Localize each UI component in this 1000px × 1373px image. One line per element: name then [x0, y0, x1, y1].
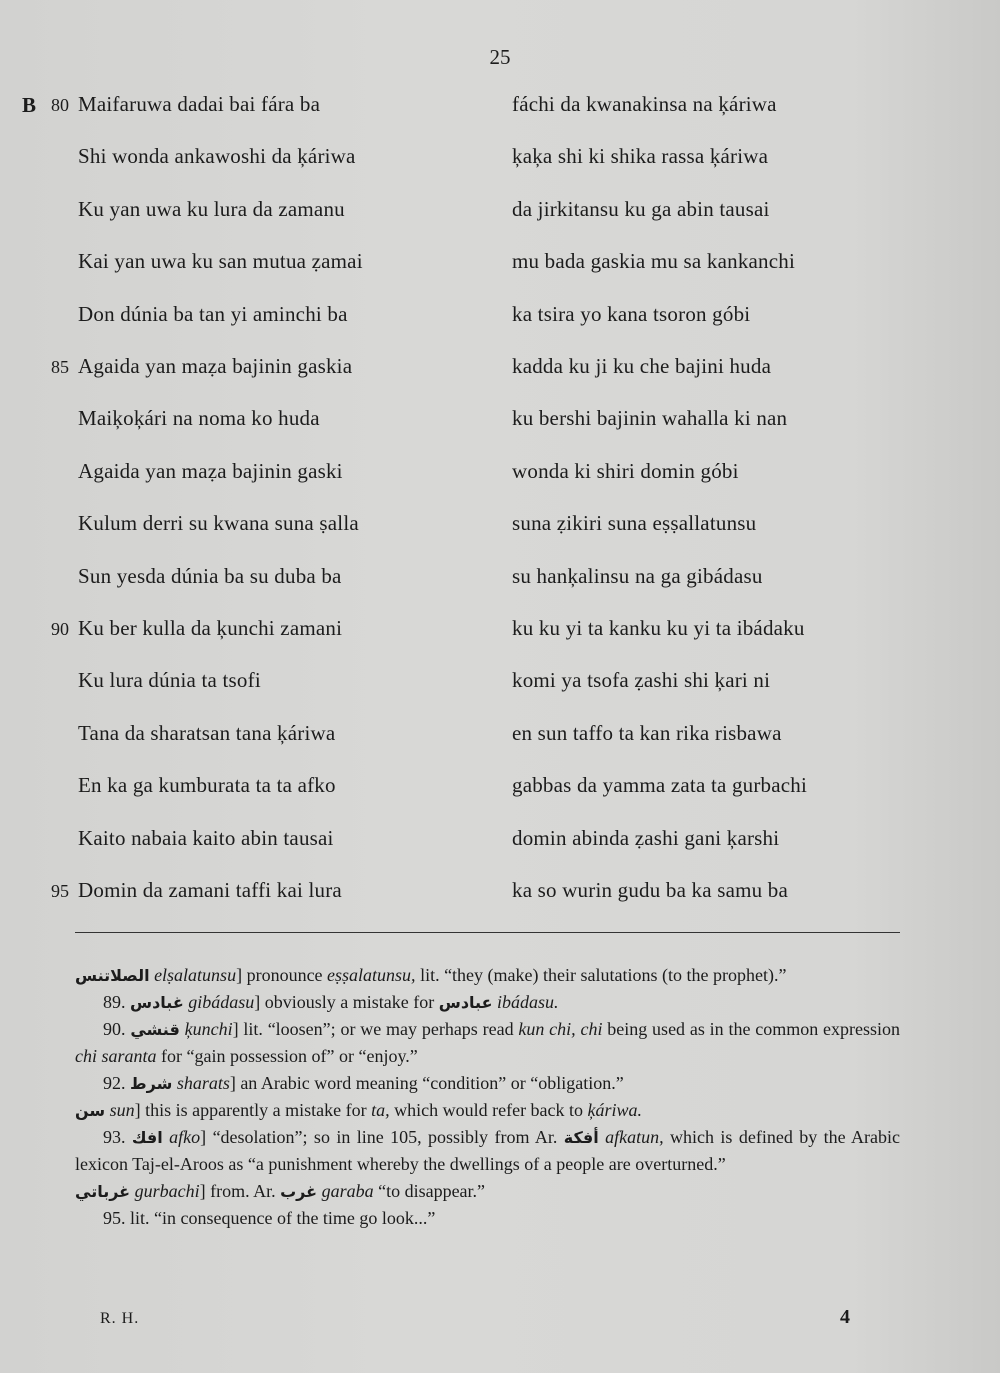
verse-left: Tana da sharatsan tana ķáriwa — [78, 721, 336, 745]
footnote — [75, 1070, 900, 1097]
verse-left: Sun yesda dúnia ba su duba ba — [78, 564, 342, 588]
footnote-divider — [75, 932, 900, 933]
footnote-text: which is defined by the Arabic lexicon Taj-el-Aroos as “a punishment whereby the dwellings of a people are overturned.” — [75, 1127, 900, 1174]
arabic-word: قنشي — [130, 1020, 180, 1039]
footnote-text: ] “desolation”; so in line 105, possibly from Ar. — [200, 1127, 564, 1147]
arabic-word: أفكة — [563, 1128, 599, 1147]
footnote-term: gurbachi — [134, 1181, 200, 1201]
arabic-word: عبادس — [438, 993, 493, 1012]
footnote-number: 89. — [103, 992, 126, 1012]
arabic-word: غرب — [280, 1182, 318, 1201]
footnote-number: 93. — [103, 1127, 126, 1147]
footnote-text: “to disappear.” — [373, 1181, 486, 1201]
arabic-word: غرباتي — [75, 1182, 131, 1201]
footnote-term: ķunchi — [184, 1019, 233, 1039]
footnote-text: being used as in the common expression — [602, 1019, 901, 1039]
arabic-word: سن — [75, 1101, 106, 1120]
footnote-term: gibádasu — [188, 992, 255, 1012]
line-number: 95 — [51, 881, 69, 901]
section-letter: B — [22, 93, 37, 117]
footnote-text: ] pronounce — [236, 965, 328, 985]
footnote-text: ] from. Ar. — [199, 1181, 281, 1201]
line-number: 90 — [51, 619, 69, 639]
verse-right: fáchi da kwanakinsa na ķáriwa — [512, 92, 777, 116]
verse-right: ku bershi bajinin wahalla ki nan — [512, 406, 788, 430]
verse-left: Agaida yan maẓa bajinin gaski — [78, 459, 343, 483]
footnote — [75, 989, 900, 1016]
verse-left: Agaida yan maẓa bajinin gaskia — [78, 354, 353, 378]
footnote-term: sun — [109, 1100, 135, 1120]
verse-right: ku ku yi ta kanku ku yi ta ibádaku — [512, 616, 805, 640]
verse-left: Ku lura dúnia ta tsofi — [78, 668, 261, 692]
footnote-term: kun chi, chi — [518, 1019, 603, 1039]
verse-right: gabbas da yamma zata ta gurbachi — [512, 773, 808, 797]
verse-left: Don dúnia ba tan yi aminchi ba — [78, 302, 348, 326]
footnote — [75, 1205, 900, 1232]
verse-right: kadda ku ji ku che bajini huda — [512, 354, 772, 378]
footnote-number: 92. — [103, 1073, 126, 1093]
verse-right: ķaķa shi ki shika rassa ķáriwa — [512, 144, 769, 168]
footnote — [75, 962, 900, 989]
footnote-text: ] an Arabic word meaning “condition” or “obligation.” — [229, 1073, 624, 1093]
footnote-term: ta, — [371, 1100, 390, 1120]
arabic-word: غبادس — [130, 993, 184, 1012]
footnote-term: ķáriwa. — [587, 1100, 643, 1120]
footnote-text: ] obviously a mistake for — [254, 992, 439, 1012]
page-number: 25 — [489, 45, 511, 69]
verse-left: Maiķoķári na noma ko huda — [78, 406, 320, 430]
verse-left: Kaito nabaia kaito abin tausai — [78, 826, 334, 850]
footnote-term: ibádasu. — [497, 992, 559, 1012]
verse-left: Ku ber kulla da ķunchi zamani — [78, 616, 343, 640]
footnote-term: afko — [169, 1127, 201, 1147]
verse-right: suna ẓikiri suna eṣṣallatunsu — [512, 511, 757, 535]
arabic-word: شرط — [130, 1074, 173, 1093]
verse-right: domin abinda ẓashi gani ķarshi — [512, 826, 780, 850]
footnote-term: eṣṣalatunsu, — [327, 965, 416, 985]
footnote — [75, 1016, 900, 1070]
verse-right: en sun taffo ta kan rika risbawa — [512, 721, 782, 745]
verse-right: su hanķalinsu na ga gibádasu — [512, 564, 763, 588]
footnote — [75, 1124, 900, 1178]
footnote-number: 95. — [103, 1208, 126, 1228]
verse-left: Shi wonda ankawoshi da ķáriwa — [78, 144, 356, 168]
arabic-word: افك — [131, 1128, 163, 1147]
verse-right: komi ya tsofa ẓashi shi ķari ni — [512, 668, 771, 692]
verse-left: Domin da zamani taffi kai lura — [78, 878, 342, 902]
verse-right: ka so wurin gudu ba ka samu ba — [512, 878, 789, 902]
footnote-term: elṣalatunsu — [154, 965, 237, 985]
footnote-term: garaba — [321, 1181, 374, 1201]
verse-left: Ku yan uwa ku lura da zamanu — [78, 197, 345, 221]
verse-right: da jirkitansu ku ga abin tausai — [512, 197, 770, 221]
signature-number: 4 — [840, 1306, 850, 1328]
verse-left: Kai yan uwa ku san mutua ẓamai — [78, 249, 363, 273]
line-number: 80 — [51, 95, 69, 115]
footnote-text: for “gain possession of” or “enjoy.” — [156, 1046, 418, 1066]
line-number: 85 — [51, 357, 69, 377]
verse-left: Kulum derri su kwana suna ṣalla — [78, 511, 359, 535]
footnote-number: 90. — [103, 1019, 126, 1039]
footnote-term: afkatun, — [605, 1127, 664, 1147]
verse-left: Maifaruwa dadai bai fára ba — [78, 92, 321, 116]
footnote-text: ] this is apparently a mistake for — [134, 1100, 372, 1120]
verse-right: mu bada gaskia mu sa kankanchi — [512, 249, 795, 273]
footnote-text: which would refer back to — [389, 1100, 588, 1120]
footnotes — [75, 962, 900, 1232]
verse-right: ka tsira yo kana tsoron góbi — [512, 302, 751, 326]
footnote-term: sharats — [176, 1073, 230, 1093]
footnote-text: lit. “in consequence of the time go look...” — [125, 1208, 436, 1228]
footnote-term: chi saranta — [75, 1046, 157, 1066]
signature-mark: R. H. — [100, 1310, 140, 1327]
footnote — [75, 1178, 900, 1205]
footnote-text: lit. “they (make) their salutations (to the prophet).” — [415, 965, 787, 985]
arabic-word: الصلاتنس — [75, 966, 150, 985]
verse-right: wonda ki shiri domin góbi — [512, 459, 739, 483]
footnote — [75, 1097, 900, 1124]
footnote-text: ] lit. “loosen”; or we may perhaps read — [232, 1019, 519, 1039]
verse-left: En ka ga kumburata ta ta afko — [78, 773, 336, 797]
